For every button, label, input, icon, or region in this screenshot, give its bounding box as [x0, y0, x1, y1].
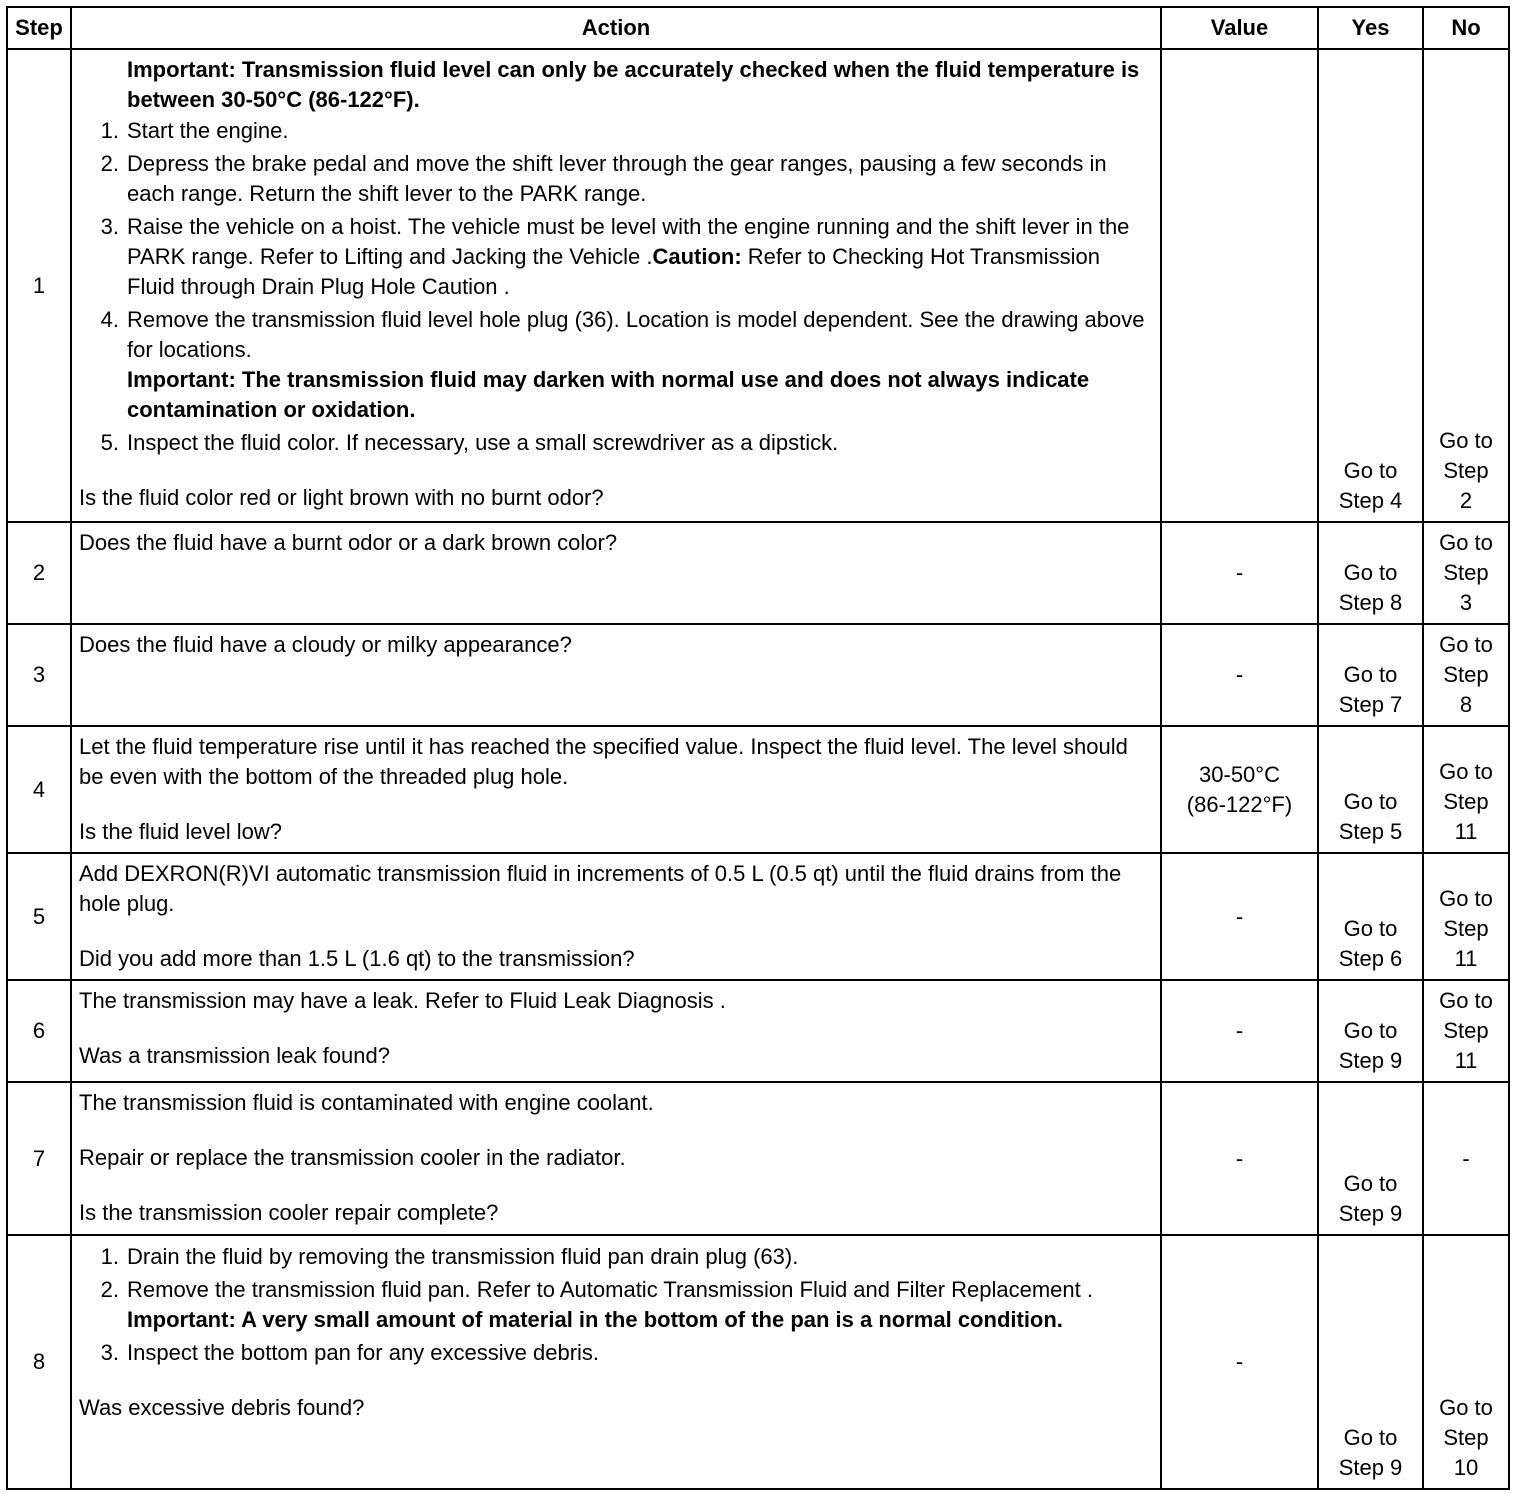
table-row: [7, 1235, 1509, 1489]
header-row: [7, 7, 1509, 49]
step-action: Add DEXRON(R)VI automatic transmission fluid in increments of 0.5 L (0.5 qt) until the fluid drains from the hole plug. Did you add more than 1.5 L (1.6 qt) to the transmission?: [71, 853, 1161, 980]
step-value: 30-50°C (86-122°F): [1161, 726, 1318, 853]
no-goto: Go to Step 2: [1423, 49, 1509, 522]
table-row: [7, 49, 1509, 522]
list-item: 1. Start the engine.: [100, 118, 289, 143]
step-action: The transmission fluid is contaminated with engine coolant. Repair or replace the transmission cooler in the radiator. Is the transmission cooler repair complete?: [71, 1082, 1161, 1235]
step-question: Is the transmission cooler repair complete?: [79, 1200, 499, 1225]
table-row: [7, 624, 1509, 726]
step-question: Did you add more than 1.5 L (1.6 qt) to the transmission?: [79, 946, 635, 971]
step-number: 6: [7, 980, 71, 1082]
table-row: [7, 522, 1509, 624]
important-note: Important: The transmission fluid may darken with normal use and does not always indicate contamination or oxidation.: [127, 367, 1090, 422]
table-row: [7, 726, 1509, 853]
important-note: Important: A very small amount of material in the bottom of the pan is a normal condition.: [127, 1307, 1063, 1332]
step-action: [71, 1235, 1161, 1489]
step-question: Is the fluid level low?: [79, 819, 282, 844]
step-question: Is the fluid color red or light brown with no burnt odor?: [79, 485, 604, 510]
step-value: -: [1161, 1235, 1318, 1489]
procedure-list: [79, 116, 1152, 458]
step-value: -: [1161, 624, 1318, 726]
step-action: Does the fluid have a burnt odor or a dark brown color?: [71, 522, 1161, 624]
table-row: [7, 980, 1509, 1082]
step-number: 1: [7, 49, 71, 522]
header-value: Value: [1161, 7, 1318, 49]
step-question: Was a transmission leak found?: [79, 1043, 390, 1068]
header-yes: Yes: [1318, 7, 1423, 49]
list-item: 2. Depress the brake pedal and move the shift lever through the gear ranges, pausing a few seconds in each range. Return the shift lever to the PARK range.: [100, 151, 1107, 206]
step-value: -: [1161, 1082, 1318, 1235]
step-number: 3: [7, 624, 71, 726]
diagnostic-table: [6, 6, 1510, 1490]
step-number: 5: [7, 853, 71, 980]
step-value: -: [1161, 980, 1318, 1082]
step-number: 4: [7, 726, 71, 853]
list-item: 5. Inspect the fluid color. If necessary, use a small screwdriver as a dipstick.: [100, 430, 839, 455]
header-no: No: [1423, 7, 1509, 49]
step-action: Let the fluid temperature rise until it has reached the specified value. Inspect the fluid level. The level should be even with the bottom of the threaded plug hole. Is the fluid level low?: [71, 726, 1161, 853]
yes-goto: Go to Step 7: [1318, 624, 1423, 726]
step-number: 7: [7, 1082, 71, 1235]
list-item: 3. Inspect the bottom pan for any excessive debris.: [100, 1340, 600, 1365]
yes-goto: Go to Step 6: [1318, 853, 1423, 980]
table-row: [7, 1082, 1509, 1235]
procedure-list: [79, 1242, 1152, 1368]
no-goto: Go to Step 11: [1423, 726, 1509, 853]
step-action: [71, 49, 1161, 522]
no-goto: Go to Step 3: [1423, 522, 1509, 624]
caution-label: Caution:: [652, 244, 742, 269]
yes-goto: Go to Step 9: [1318, 1235, 1423, 1489]
list-item: 4. Remove the transmission fluid level hole plug (36). Location is model dependent. See the drawing above for locations. Important: The transmission fluid may darken with normal use and does not always indicate contamination or oxidation.: [79, 305, 1152, 425]
header-step: Step: [7, 7, 71, 49]
step-value: -: [1161, 522, 1318, 624]
step-value: [1161, 49, 1318, 522]
step-action: Does the fluid have a cloudy or milky appearance?: [71, 624, 1161, 726]
list-item: 2. Remove the transmission fluid pan. Refer to Automatic Transmission Fluid and Filter Replacement . Important: A very small amount of material in the bottom of the pan is a normal condition.: [79, 1275, 1152, 1335]
no-goto: Go to Step 10: [1423, 1235, 1509, 1489]
step-action: The transmission may have a leak. Refer to Fluid Leak Diagnosis . Was a transmission leak found?: [71, 980, 1161, 1082]
no-goto: -: [1423, 1082, 1509, 1235]
yes-goto: Go to Step 5: [1318, 726, 1423, 853]
no-goto: Go to Step 8: [1423, 624, 1509, 726]
table-row: [7, 853, 1509, 980]
no-goto: Go to Step 11: [1423, 980, 1509, 1082]
step-number: 8: [7, 1235, 71, 1489]
yes-goto: Go to Step 8: [1318, 522, 1423, 624]
yes-goto: Go to Step 9: [1318, 1082, 1423, 1235]
step-value: -: [1161, 853, 1318, 980]
important-note: Important: Transmission fluid level can only be accurately checked when the fluid temperature is between 30-50°C (86-122°F).: [127, 57, 1140, 112]
header-action: Action: [71, 7, 1161, 49]
yes-goto: Go to Step 9: [1318, 980, 1423, 1082]
list-item: 3. Raise the vehicle on a hoist. The vehicle must be level with the engine running and the shift lever in the PARK range. Refer to Lifting and Jacking the Vehicle .Caution: Refer to Checking Hot Transmission Fluid through Drain Plug Hole Caution .: [100, 214, 1130, 299]
diagnostic-table-frame: [6, 6, 1508, 1490]
yes-goto: Go to Step 4: [1318, 49, 1423, 522]
step-number: 2: [7, 522, 71, 624]
list-item: 1. Drain the fluid by removing the transmission fluid pan drain plug (63).: [100, 1244, 799, 1269]
step-question: Was excessive debris found?: [79, 1395, 365, 1420]
no-goto: Go to Step 11: [1423, 853, 1509, 980]
